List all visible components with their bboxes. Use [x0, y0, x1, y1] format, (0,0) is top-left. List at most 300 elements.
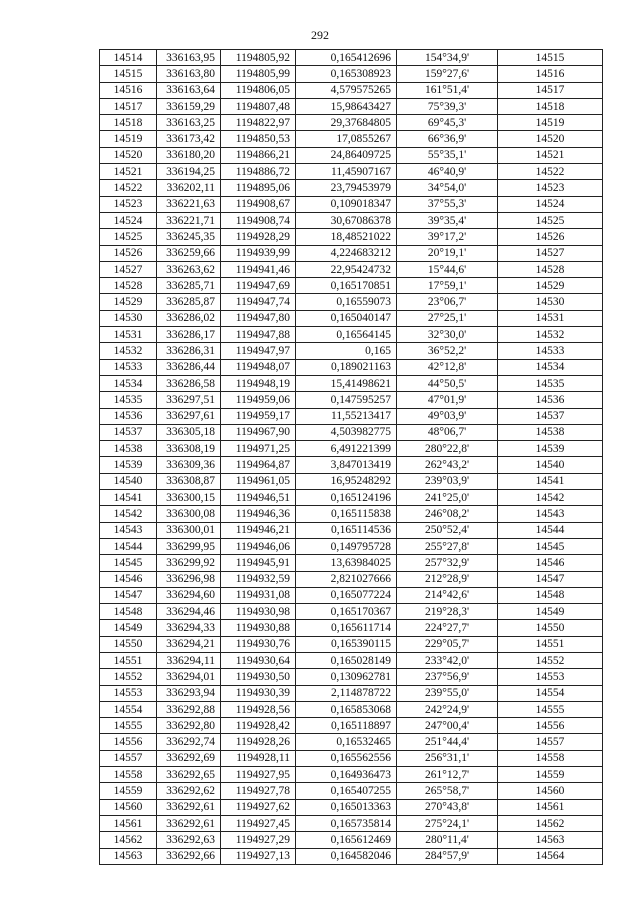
bearing-cell: 265°58,7' — [397, 783, 498, 799]
point-to-cell: 14551 — [498, 636, 603, 652]
x-coordinate-cell: 336163,95 — [157, 50, 221, 66]
bearing-cell: 257°32,9' — [397, 555, 498, 571]
distance-cell: 0,147595257 — [296, 392, 397, 408]
x-coordinate-cell: 336259,66 — [157, 245, 221, 261]
distance-cell: 11,55213417 — [296, 408, 397, 424]
y-coordinate-cell: 1194946,21 — [221, 522, 296, 538]
point-from-cell: 14526 — [100, 245, 157, 261]
table-row — [100, 196, 603, 212]
y-coordinate-cell: 1194866,21 — [221, 147, 296, 163]
point-from-cell: 14516 — [100, 82, 157, 98]
table-row — [100, 799, 603, 815]
x-coordinate-cell: 336294,60 — [157, 587, 221, 603]
point-from-cell: 14546 — [100, 571, 157, 587]
distance-cell: 0,165028149 — [296, 652, 397, 668]
distance-cell: 22,95424732 — [296, 261, 397, 277]
table-row — [100, 147, 603, 163]
y-coordinate-cell: 1194927,29 — [221, 832, 296, 848]
point-from-cell: 14562 — [100, 832, 157, 848]
x-coordinate-cell: 336292,74 — [157, 734, 221, 750]
point-to-cell: 14542 — [498, 490, 603, 506]
x-coordinate-cell: 336294,46 — [157, 604, 221, 620]
bearing-cell: 36°52,2' — [397, 343, 498, 359]
bearing-cell: 69°45,3' — [397, 115, 498, 131]
y-coordinate-cell: 1194928,29 — [221, 229, 296, 245]
distance-cell: 0,165115838 — [296, 506, 397, 522]
x-coordinate-cell: 336173,42 — [157, 131, 221, 147]
point-to-cell: 14516 — [498, 66, 603, 82]
bearing-cell: 242°24,9' — [397, 701, 498, 717]
bearing-cell: 224°27,7' — [397, 620, 498, 636]
table-row — [100, 636, 603, 652]
bearing-cell: 66°36,9' — [397, 131, 498, 147]
y-coordinate-cell: 1194961,05 — [221, 473, 296, 489]
y-coordinate-cell: 1194931,08 — [221, 587, 296, 603]
x-coordinate-cell: 336286,17 — [157, 327, 221, 343]
point-to-cell: 14532 — [498, 327, 603, 343]
y-coordinate-cell: 1194805,99 — [221, 66, 296, 82]
bearing-cell: 20°19,1' — [397, 245, 498, 261]
distance-cell: 4,503982775 — [296, 424, 397, 440]
distance-cell: 0,165407255 — [296, 783, 397, 799]
point-from-cell: 14537 — [100, 424, 157, 440]
y-coordinate-cell: 1194959,17 — [221, 408, 296, 424]
table-row — [100, 734, 603, 750]
x-coordinate-cell: 336202,11 — [157, 180, 221, 196]
x-coordinate-cell: 336309,36 — [157, 457, 221, 473]
distance-cell: 0,165077224 — [296, 587, 397, 603]
distance-cell: 2,821027666 — [296, 571, 397, 587]
x-coordinate-cell: 336292,62 — [157, 783, 221, 799]
y-coordinate-cell: 1194964,87 — [221, 457, 296, 473]
point-to-cell: 14547 — [498, 571, 603, 587]
point-from-cell: 14528 — [100, 278, 157, 294]
point-to-cell: 14528 — [498, 261, 603, 277]
distance-cell: 11,45907167 — [296, 164, 397, 180]
distance-cell: 0,165040147 — [296, 310, 397, 326]
x-coordinate-cell: 336300,08 — [157, 506, 221, 522]
distance-cell: 30,67086378 — [296, 212, 397, 228]
bearing-cell: 219°28,3' — [397, 604, 498, 620]
bearing-cell: 159°27,6' — [397, 66, 498, 82]
point-from-cell: 14548 — [100, 604, 157, 620]
bearing-cell: 229°05,7' — [397, 636, 498, 652]
point-to-cell: 14550 — [498, 620, 603, 636]
point-to-cell: 14562 — [498, 815, 603, 831]
coordinates-table-body — [100, 50, 603, 865]
table-row — [100, 327, 603, 343]
x-coordinate-cell: 336163,80 — [157, 66, 221, 82]
table-row — [100, 767, 603, 783]
point-to-cell: 14540 — [498, 457, 603, 473]
y-coordinate-cell: 1194928,56 — [221, 701, 296, 717]
bearing-cell: 247°00,4' — [397, 718, 498, 734]
point-to-cell: 14561 — [498, 799, 603, 815]
point-to-cell: 14536 — [498, 392, 603, 408]
point-to-cell: 14523 — [498, 180, 603, 196]
y-coordinate-cell: 1194939,99 — [221, 245, 296, 261]
x-coordinate-cell: 336297,51 — [157, 392, 221, 408]
y-coordinate-cell: 1194930,64 — [221, 652, 296, 668]
x-coordinate-cell: 336159,29 — [157, 98, 221, 114]
distance-cell: 24,86409725 — [296, 147, 397, 163]
x-coordinate-cell: 336294,01 — [157, 669, 221, 685]
y-coordinate-cell: 1194947,97 — [221, 343, 296, 359]
point-to-cell: 14518 — [498, 98, 603, 114]
point-from-cell: 14541 — [100, 490, 157, 506]
table-row — [100, 832, 603, 848]
point-from-cell: 14534 — [100, 375, 157, 391]
y-coordinate-cell: 1194930,39 — [221, 685, 296, 701]
table-row — [100, 310, 603, 326]
point-to-cell: 14559 — [498, 767, 603, 783]
x-coordinate-cell: 336221,71 — [157, 212, 221, 228]
bearing-cell: 47°01,9' — [397, 392, 498, 408]
point-from-cell: 14540 — [100, 473, 157, 489]
table-row — [100, 212, 603, 228]
point-from-cell: 14539 — [100, 457, 157, 473]
y-coordinate-cell: 1194822,97 — [221, 115, 296, 131]
x-coordinate-cell: 336286,58 — [157, 375, 221, 391]
distance-cell: 0,165853068 — [296, 701, 397, 717]
y-coordinate-cell: 1194932,59 — [221, 571, 296, 587]
y-coordinate-cell: 1194927,62 — [221, 799, 296, 815]
table-row — [100, 392, 603, 408]
point-to-cell: 14538 — [498, 424, 603, 440]
bearing-cell: 42°12,8' — [397, 359, 498, 375]
bearing-cell: 250°52,4' — [397, 522, 498, 538]
x-coordinate-cell: 336297,61 — [157, 408, 221, 424]
point-from-cell: 14559 — [100, 783, 157, 799]
point-from-cell: 14547 — [100, 587, 157, 603]
distance-cell: 4,224683212 — [296, 245, 397, 261]
table-row — [100, 261, 603, 277]
point-to-cell: 14534 — [498, 359, 603, 375]
distance-cell: 0,165562556 — [296, 750, 397, 766]
bearing-cell: 48°06,7' — [397, 424, 498, 440]
x-coordinate-cell: 336194,25 — [157, 164, 221, 180]
point-from-cell: 14519 — [100, 131, 157, 147]
bearing-cell: 39°17,2' — [397, 229, 498, 245]
y-coordinate-cell: 1194959,06 — [221, 392, 296, 408]
point-to-cell: 14553 — [498, 669, 603, 685]
point-to-cell: 14554 — [498, 685, 603, 701]
table-row — [100, 750, 603, 766]
bearing-cell: 237°56,9' — [397, 669, 498, 685]
y-coordinate-cell: 1194945,91 — [221, 555, 296, 571]
y-coordinate-cell: 1194928,26 — [221, 734, 296, 750]
point-to-cell: 14517 — [498, 82, 603, 98]
point-from-cell: 14522 — [100, 180, 157, 196]
table-row — [100, 473, 603, 489]
table-row — [100, 555, 603, 571]
table-row — [100, 441, 603, 457]
y-coordinate-cell: 1194930,88 — [221, 620, 296, 636]
table-row — [100, 294, 603, 310]
x-coordinate-cell: 336263,62 — [157, 261, 221, 277]
point-from-cell: 14536 — [100, 408, 157, 424]
distance-cell: 0,109018347 — [296, 196, 397, 212]
bearing-cell: 284°57,9' — [397, 848, 498, 864]
y-coordinate-cell: 1194927,78 — [221, 783, 296, 799]
y-coordinate-cell: 1194927,13 — [221, 848, 296, 864]
table-row — [100, 506, 603, 522]
distance-cell: 0,189021163 — [296, 359, 397, 375]
point-from-cell: 14558 — [100, 767, 157, 783]
distance-cell: 4,579575265 — [296, 82, 397, 98]
table-row — [100, 604, 603, 620]
bearing-cell: 246°08,2' — [397, 506, 498, 522]
y-coordinate-cell: 1194947,74 — [221, 294, 296, 310]
point-from-cell: 14531 — [100, 327, 157, 343]
x-coordinate-cell: 336300,15 — [157, 490, 221, 506]
distance-cell: 2,114878722 — [296, 685, 397, 701]
point-to-cell: 14548 — [498, 587, 603, 603]
table-row — [100, 82, 603, 98]
point-to-cell: 14539 — [498, 441, 603, 457]
bearing-cell: 233°42,0' — [397, 652, 498, 668]
point-from-cell: 14532 — [100, 343, 157, 359]
x-coordinate-cell: 336292,61 — [157, 815, 221, 831]
table-row — [100, 359, 603, 375]
y-coordinate-cell: 1194948,19 — [221, 375, 296, 391]
x-coordinate-cell: 336308,19 — [157, 441, 221, 457]
bearing-cell: 15°44,6' — [397, 261, 498, 277]
x-coordinate-cell: 336292,80 — [157, 718, 221, 734]
bearing-cell: 46°40,9' — [397, 164, 498, 180]
y-coordinate-cell: 1194807,48 — [221, 98, 296, 114]
distance-cell: 18,48521022 — [296, 229, 397, 245]
x-coordinate-cell: 336180,20 — [157, 147, 221, 163]
distance-cell: 0,16564145 — [296, 327, 397, 343]
table-row — [100, 848, 603, 864]
point-to-cell: 14521 — [498, 147, 603, 163]
distance-cell: 0,165170851 — [296, 278, 397, 294]
point-from-cell: 14545 — [100, 555, 157, 571]
point-from-cell: 14556 — [100, 734, 157, 750]
distance-cell: 0,130962781 — [296, 669, 397, 685]
point-to-cell: 14526 — [498, 229, 603, 245]
bearing-cell: 75°39,3' — [397, 98, 498, 114]
bearing-cell: 212°28,9' — [397, 571, 498, 587]
bearing-cell: 239°03,9' — [397, 473, 498, 489]
distance-cell: 0,164582046 — [296, 848, 397, 864]
point-from-cell: 14514 — [100, 50, 157, 66]
point-from-cell: 14563 — [100, 848, 157, 864]
table-row — [100, 424, 603, 440]
bearing-cell: 39°35,4' — [397, 212, 498, 228]
point-from-cell: 14524 — [100, 212, 157, 228]
x-coordinate-cell: 336293,94 — [157, 685, 221, 701]
x-coordinate-cell: 336292,65 — [157, 767, 221, 783]
bearing-cell: 256°31,1' — [397, 750, 498, 766]
bearing-cell: 214°42,6' — [397, 587, 498, 603]
table-row — [100, 669, 603, 685]
table-row — [100, 375, 603, 391]
x-coordinate-cell: 336163,64 — [157, 82, 221, 98]
point-to-cell: 14543 — [498, 506, 603, 522]
point-to-cell: 14515 — [498, 50, 603, 66]
point-to-cell: 14531 — [498, 310, 603, 326]
table-row — [100, 457, 603, 473]
x-coordinate-cell: 336292,69 — [157, 750, 221, 766]
x-coordinate-cell: 336292,66 — [157, 848, 221, 864]
y-coordinate-cell: 1194927,95 — [221, 767, 296, 783]
distance-cell: 0,16559073 — [296, 294, 397, 310]
y-coordinate-cell: 1194947,80 — [221, 310, 296, 326]
x-coordinate-cell: 336294,33 — [157, 620, 221, 636]
point-from-cell: 14550 — [100, 636, 157, 652]
x-coordinate-cell: 336300,01 — [157, 522, 221, 538]
table-row — [100, 278, 603, 294]
bearing-cell: 37°55,3' — [397, 196, 498, 212]
y-coordinate-cell: 1194850,53 — [221, 131, 296, 147]
point-to-cell: 14533 — [498, 343, 603, 359]
bearing-cell: 275°24,1' — [397, 815, 498, 831]
bearing-cell: 154°34,9' — [397, 50, 498, 66]
point-to-cell: 14535 — [498, 375, 603, 391]
x-coordinate-cell: 336286,44 — [157, 359, 221, 375]
bearing-cell: 44°50,5' — [397, 375, 498, 391]
distance-cell: 16,95248292 — [296, 473, 397, 489]
table-row — [100, 587, 603, 603]
point-from-cell: 14549 — [100, 620, 157, 636]
point-to-cell: 14524 — [498, 196, 603, 212]
table-row — [100, 180, 603, 196]
bearing-cell: 270°43,8' — [397, 799, 498, 815]
distance-cell: 3,847013419 — [296, 457, 397, 473]
y-coordinate-cell: 1194946,36 — [221, 506, 296, 522]
x-coordinate-cell: 336292,88 — [157, 701, 221, 717]
table-row — [100, 685, 603, 701]
point-from-cell: 14552 — [100, 669, 157, 685]
table-row — [100, 343, 603, 359]
point-to-cell: 14558 — [498, 750, 603, 766]
table-row — [100, 98, 603, 114]
point-to-cell: 14520 — [498, 131, 603, 147]
distance-cell: 0,164936473 — [296, 767, 397, 783]
bearing-cell: 34°54,0' — [397, 180, 498, 196]
table-row — [100, 131, 603, 147]
point-to-cell: 14546 — [498, 555, 603, 571]
point-from-cell: 14517 — [100, 98, 157, 114]
distance-cell: 15,98643427 — [296, 98, 397, 114]
point-from-cell: 14560 — [100, 799, 157, 815]
bearing-cell: 261°12,7' — [397, 767, 498, 783]
bearing-cell: 239°55,0' — [397, 685, 498, 701]
distance-cell: 0,165308923 — [296, 66, 397, 82]
point-to-cell: 14564 — [498, 848, 603, 864]
y-coordinate-cell: 1194908,74 — [221, 212, 296, 228]
point-to-cell: 14560 — [498, 783, 603, 799]
point-from-cell: 14554 — [100, 701, 157, 717]
y-coordinate-cell: 1194928,42 — [221, 718, 296, 734]
y-coordinate-cell: 1194946,51 — [221, 490, 296, 506]
x-coordinate-cell: 336221,63 — [157, 196, 221, 212]
y-coordinate-cell: 1194967,90 — [221, 424, 296, 440]
table-row — [100, 408, 603, 424]
x-coordinate-cell: 336299,95 — [157, 538, 221, 554]
point-from-cell: 14515 — [100, 66, 157, 82]
distance-cell: 0,165118897 — [296, 718, 397, 734]
point-to-cell: 14549 — [498, 604, 603, 620]
bearing-cell: 49°03,9' — [397, 408, 498, 424]
y-coordinate-cell: 1194946,06 — [221, 538, 296, 554]
point-from-cell: 14557 — [100, 750, 157, 766]
distance-cell: 0,165124196 — [296, 490, 397, 506]
table-row — [100, 652, 603, 668]
point-from-cell: 14535 — [100, 392, 157, 408]
point-to-cell: 14519 — [498, 115, 603, 131]
point-from-cell: 14555 — [100, 718, 157, 734]
distance-cell: 0,165611714 — [296, 620, 397, 636]
bearing-cell: 23°06,7' — [397, 294, 498, 310]
y-coordinate-cell: 1194930,76 — [221, 636, 296, 652]
point-to-cell: 14527 — [498, 245, 603, 261]
table-row — [100, 229, 603, 245]
point-to-cell: 14541 — [498, 473, 603, 489]
y-coordinate-cell: 1194948,07 — [221, 359, 296, 375]
distance-cell: 29,37684805 — [296, 115, 397, 131]
bearing-cell: 241°25,0' — [397, 490, 498, 506]
bearing-cell: 255°27,8' — [397, 538, 498, 554]
x-coordinate-cell: 336305,18 — [157, 424, 221, 440]
y-coordinate-cell: 1194806,05 — [221, 82, 296, 98]
distance-cell: 23,79453979 — [296, 180, 397, 196]
x-coordinate-cell: 336294,11 — [157, 652, 221, 668]
distance-cell: 0,165390115 — [296, 636, 397, 652]
table-row — [100, 115, 603, 131]
y-coordinate-cell: 1194930,50 — [221, 669, 296, 685]
table-row — [100, 50, 603, 66]
x-coordinate-cell: 336292,61 — [157, 799, 221, 815]
point-to-cell: 14537 — [498, 408, 603, 424]
x-coordinate-cell: 336292,63 — [157, 832, 221, 848]
point-to-cell: 14563 — [498, 832, 603, 848]
y-coordinate-cell: 1194927,45 — [221, 815, 296, 831]
y-coordinate-cell: 1194908,67 — [221, 196, 296, 212]
point-from-cell: 14521 — [100, 164, 157, 180]
x-coordinate-cell: 336163,25 — [157, 115, 221, 131]
x-coordinate-cell: 336245,35 — [157, 229, 221, 245]
point-to-cell: 14552 — [498, 652, 603, 668]
point-to-cell: 14525 — [498, 212, 603, 228]
bearing-cell: 161°51,4' — [397, 82, 498, 98]
y-coordinate-cell: 1194930,98 — [221, 604, 296, 620]
table-row — [100, 701, 603, 717]
point-to-cell: 14544 — [498, 522, 603, 538]
table-row — [100, 164, 603, 180]
point-from-cell: 14533 — [100, 359, 157, 375]
point-from-cell: 14529 — [100, 294, 157, 310]
table-row — [100, 815, 603, 831]
point-from-cell: 14542 — [100, 506, 157, 522]
table-row — [100, 490, 603, 506]
x-coordinate-cell: 336299,92 — [157, 555, 221, 571]
point-from-cell: 14520 — [100, 147, 157, 163]
y-coordinate-cell: 1194947,88 — [221, 327, 296, 343]
distance-cell: 15,41498621 — [296, 375, 397, 391]
x-coordinate-cell: 336286,31 — [157, 343, 221, 359]
x-coordinate-cell: 336285,71 — [157, 278, 221, 294]
point-to-cell: 14555 — [498, 701, 603, 717]
table-row — [100, 620, 603, 636]
table-row — [100, 783, 603, 799]
table-row — [100, 571, 603, 587]
distance-cell: 0,165612469 — [296, 832, 397, 848]
point-from-cell: 14553 — [100, 685, 157, 701]
distance-cell: 0,149795728 — [296, 538, 397, 554]
